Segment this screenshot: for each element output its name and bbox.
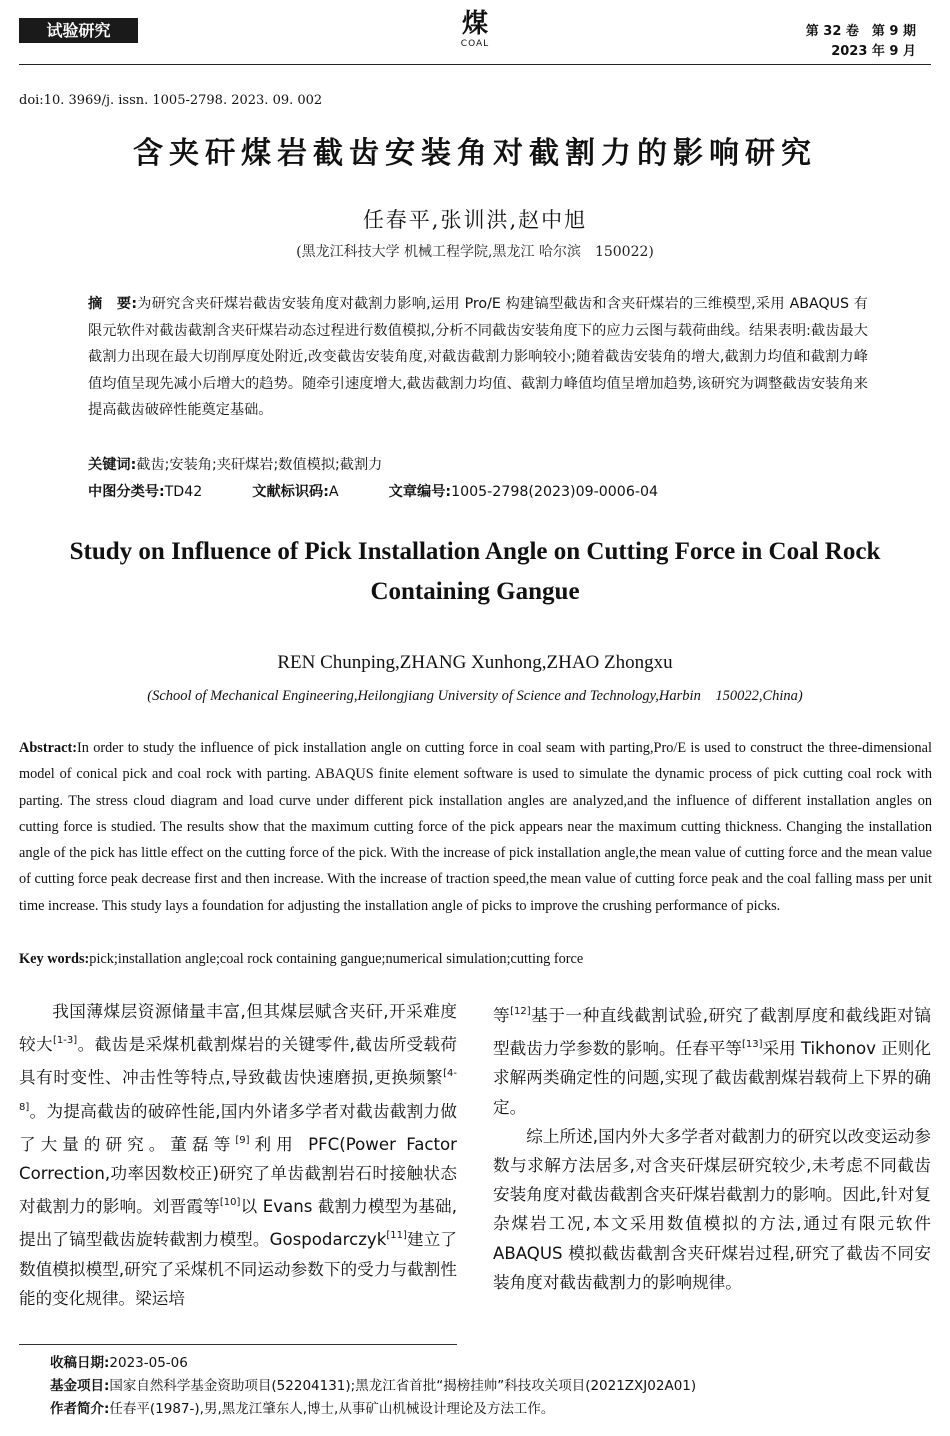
journal-logo-sub: COAL <box>460 39 490 49</box>
citation-ref[interactable]: [13] <box>741 1039 763 1051</box>
abstract-en-text: In order to study the influence of pick installation angle on cutting force in coal seam with parting,Pro/E is used to construct the three-dimensional model of conical pick and coal rock with parting. ABAQUS finite element software is used to simulate the dynamic process of pick cutting coal rock with parting. The stress cloud diagram and load curve under different pick installation angles are analyzed,and the influence of different installation angles on cutting force is studied. The results show that the maximum cutting force of the pick appears near the maximum cutting thickness. Changing the installation angle of the pick has little effect on the cutting force of the pick. With the increase of pick installation angle,the mean value of cutting force and the mean value of cutting force peak decrease first and then increase. With the increase of traction speed,the mean value of cutting force peak and the coal falling mass per unit time increase. This study lays a foundation for adjusting the installation angle of picks to improve the crushing performance of picks. <box>19 740 932 914</box>
body-column-right <box>493 997 931 1297</box>
affiliation-en: (School of Mechanical Engineering,Heilongjiang University of Science and Technology,Harbin 150022,China) <box>147 688 803 704</box>
doi[interactable]: doi:10. 3969/j. issn. 1005-2798. 2023. 09. 002 <box>19 93 323 108</box>
volume-info <box>806 22 916 62</box>
footnote-rule <box>19 1344 457 1345</box>
keywords-cn-label: 关键词: <box>88 457 137 473</box>
keywords-en-text: pick;installation angle;coal rock containing gangue;numerical simulation;cutting force <box>89 951 584 967</box>
abstract-cn-label: 摘 要: <box>88 296 138 312</box>
title-cn: 含夹矸煤岩截齿安装角对截割力的影响研究 <box>133 136 817 171</box>
body-paragraph-1-cont: 等[12]基于一种直线截割试验,研究了截割厚度和截线距对镐型截齿力学参数的影响。任春平等[13]采用 Tikhonov 正则化求解两类确定性的问题,实现了截齿截割煤岩载荷上下界的确定。 <box>493 1006 932 1117</box>
keywords-cn-text: 截齿;安装角;夹矸煤岩;数值模拟;截割力 <box>136 457 383 473</box>
article-number-value: 1005-2798(2023)09-0006-04 <box>451 484 659 500</box>
body-paragraph-1: 我国薄煤层资源储量丰富,但其煤层赋含夹矸,开采难度较大[1-3]。截齿是采煤机截割煤岩的关键零件,截齿所受载荷具有时变性、冲击性等特点,导致截齿快速磨损,更换频繁[4-8]。为提高截齿的破碎性能,国内外诸多学者对截齿截割力做了大量的研究。董磊等[9]利用 PFC(Power Factor Correction,功率因数校正)研究了单齿截割岩石时接触状态对截割力的影响。刘晋霞等[10]以 Evans 截割力模型为基础,提出了镐型截齿旋转截割力模型。Gospodarczyk[11]建立了数值模拟模型,研究了采煤机不同运动参数下的受力与截割性能的变化规律。梁运培 <box>19 1002 458 1308</box>
keywords-en <box>19 946 932 972</box>
classification-line <box>88 479 868 506</box>
journal-logo-glyph: 煤 <box>461 9 488 39</box>
footnote-author: 作者简介:任春平(1987-),男,黑龙江肇东人,博士,从事矿山机械设计理论及方法工作。 <box>50 1401 555 1417</box>
doc-code-value: A <box>328 484 339 500</box>
doc-code-label: 文献标识码: <box>252 484 329 500</box>
keywords-cn <box>88 452 868 479</box>
citation-ref[interactable]: [10] <box>219 1197 241 1209</box>
body-paragraph-2: 综上所述,国内外大多学者对截割力的研究以改变运动参数与求解方法居多,对含夹矸煤层研究较少,未考虑不同截齿安装角度对截齿截割含夹矸煤岩截割力的影响。因此,针对复杂煤岩工况,本文采用数值模拟的方法,通过有限元软件 ABAQUS 模拟截齿截割含夹矸煤岩过程,研究了截齿不同安装角度对截齿截割力的影响规律。 <box>493 1126 931 1292</box>
citation-ref[interactable]: [9] <box>235 1134 250 1146</box>
abstract-en-label: Abstract: <box>19 740 77 756</box>
citation-ref[interactable]: [1-3] <box>53 1035 78 1047</box>
footnote-fund: 基金项目:国家自然科学基金资助项目(52204131);黑龙江省首批“揭榜挂帅”科技攻关项目(2021ZXJ02A01) <box>50 1378 697 1394</box>
article-number-label: 文章编号: <box>388 484 452 500</box>
abstract-cn <box>88 291 868 424</box>
abstract-cn-text: 为研究含夹矸煤岩截齿安装角度对截割力影响,运用 Pro/E 构建镐型截齿和含夹矸煤岩的三维模型,采用 ABAQUS 有限元软件对截齿截割含夹矸煤岩动态过程进行数值模拟,分析不同截齿安装角度下的应力云图与载荷曲线。结果表明:截齿最大截割力出现在最大切削厚度处附近,改变截齿安装角度,对截齿截割力影响较小;随着截齿安装角的增大,截割力均值和截割力峰值均值呈现先减小后增大的趋势。随牵引速度增大,截齿截割力均值、截割力峰值均值呈增加趋势,该研究为调整截齿安装角来提高截齿破碎性能奠定基础。 <box>88 296 868 418</box>
affiliation-cn: (黑龙江科技大学 机械工程学院,黑龙江 哈尔滨 150022) <box>296 244 654 260</box>
clc-value: TD42 <box>164 484 203 500</box>
journal-logo <box>430 10 520 50</box>
footnote-received: 收稿日期:2023-05-06 <box>50 1355 188 1371</box>
volume-line: 第 32 卷 第 9 期 <box>805 24 916 39</box>
title-en: Study on Influence of Pick Installation Angle on Cutting Force in Coal Rock Containing Gangue <box>69 538 881 605</box>
keywords-en-label: Key words: <box>19 951 90 967</box>
body-column-left <box>19 997 457 1313</box>
abstract-en <box>19 735 932 919</box>
authors-cn: 任春平,张训洪,赵中旭 <box>362 208 588 232</box>
citation-ref[interactable]: [11] <box>386 1230 407 1242</box>
authors-en: REN Chunping,ZHANG Xunhong,ZHAO Zhongxu <box>277 652 673 673</box>
clc-label: 中图分类号: <box>88 484 165 500</box>
citation-ref[interactable]: [12] <box>510 1006 531 1017</box>
section-tag: 试验研究 <box>19 18 138 43</box>
citation-ref[interactable]: [4-8] <box>19 1068 457 1113</box>
issue-date: 2023 年 9 月 <box>831 44 916 59</box>
header-rule <box>19 64 931 65</box>
footnotes <box>50 1352 930 1421</box>
